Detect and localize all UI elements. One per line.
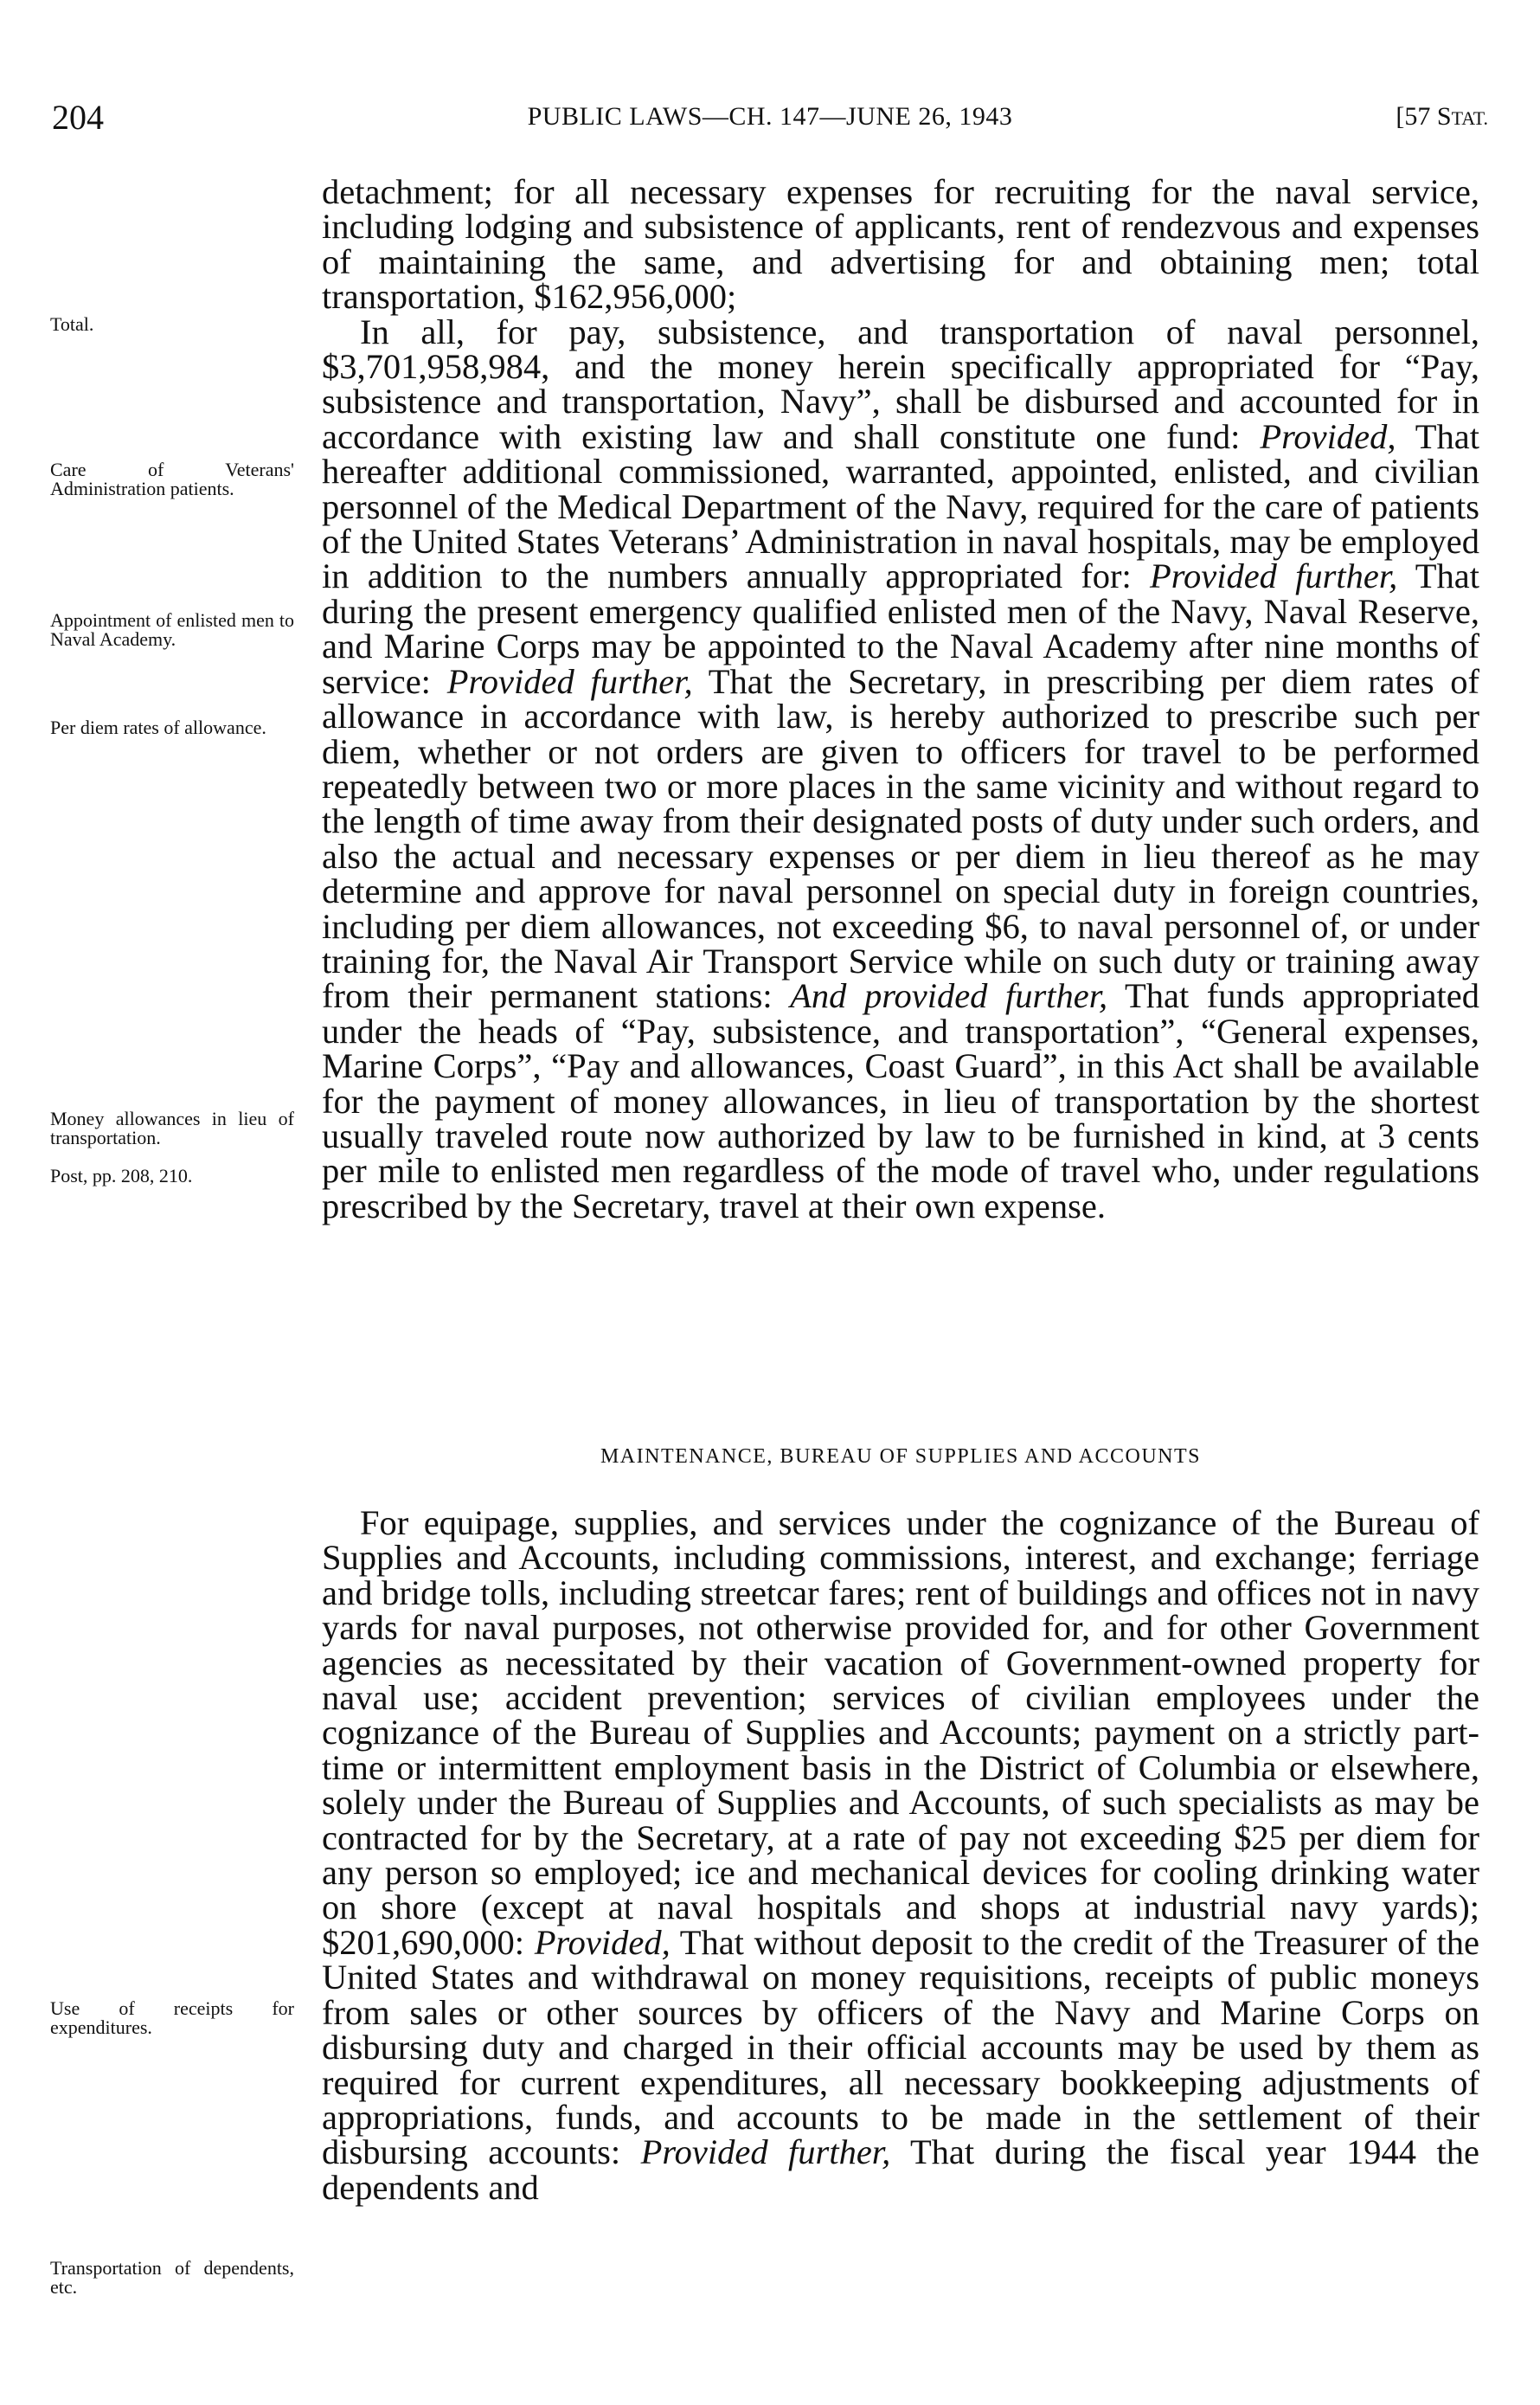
paragraph-in-all-text-3: That during the present emergency qualified enlisted men of the Navy, Naval Reserve, and Marine Corps may be appointed to the Naval Academy after nine months of service:	[322, 556, 1479, 701]
section-pay-subsistence	[322, 172, 1480, 1225]
proviso-6: Provided further,	[640, 2132, 891, 2172]
margin-note-transportation-dependents: Transportation of dependents, etc.	[50, 2257, 294, 2298]
proviso-2: Provided further,	[1149, 556, 1398, 596]
running-title: PUBLIC LAWS—CH. 147—JUNE 26, 1943	[527, 102, 1013, 131]
paragraph-in-all	[322, 312, 1480, 1225]
paragraph-maintenance	[322, 1503, 1479, 2207]
margin-note-total: Total.	[50, 313, 94, 335]
statute-volume	[1396, 102, 1488, 132]
paragraph-in-all-text-1: In all, for pay, subsistence, and transportation of naval personnel, $3,701,958,984, and the money herein specifically appropriated for “Pay, subsistence and transportation, Navy”, shall be disbursed and accounted for in accordance with existing law and shall constitute one fund:	[322, 312, 1479, 456]
proviso-3: Provided further,	[446, 661, 693, 701]
paragraph-maintenance-text-3: That during the fiscal year 1944 the dependents and	[322, 2132, 1479, 2207]
proviso-5: Provided,	[534, 1922, 671, 1962]
margin-note-naval-academy: Appointment of enlisted men to Naval Academy.	[50, 609, 294, 650]
proviso-1: Provided,	[1260, 416, 1396, 456]
paragraph-detachment: detachment; for all necessary expenses for recruiting for the naval service, including lodging and subsistence of applicants, rent of rendezvous and expenses of maintaining the same, and advertising for and obtaining men; total transportation, $162,956,000;	[322, 172, 1479, 317]
paragraph-maintenance-text-1: For equipage, supplies, and services under the cognizance of the Bureau of Supplies and Accounts, including commissions, interest, and exchange; ferriage and bridge tolls, including streetcar fares; rent of buildings and offices not in navy yards for naval purposes, not otherwise provided for, and for other Government agencies as necessitated by their vacation of Government-owned property for naval use; accident prevention; services of civilian employees under the cognizance of the Bureau of Supplies and Accounts; payment on a strictly part-time or intermittent employment basis in the District of Columbia or elsewhere, solely under the Bureau of Supplies and Accounts, of such specialists as may be contracted for by the Secretary, at a rate of pay not exceeding $25 per diem for any person so employed; ice and mechanical devices for cooling drinking water on shore (except at naval hospitals and shops at industrial navy yards); $201,690,000:	[322, 1503, 1479, 1962]
paragraph-in-all-text-2: That hereafter additional commissioned, warranted, appointed, enlisted, and civilian personnel of the Medical Department of the Navy, required for the care of patients of the United States Veterans’ Administration in naval hospitals, may be employed in addition to the numbers annually appropriated for:	[322, 416, 1480, 596]
paragraph-in-all-text-4: That the Secretary, in prescribing per diem rates of allowance in accordance with law, is hereby authorized to prescribe such per diem, whether or not orders are given to officers for travel to be performed repeatedly between two or more places in the same vicinity and without regard to the length of time away from their designated posts of duty under such orders, and also the actual and necessary expenses or per diem in lieu thereof as he may determine and approve for naval personnel on special duty in foreign countries, including per diem allowances, not exceeding $6, to naval personnel of, or under training for, the Naval Air Transport Service while on such duty or training away from their permanent stations:	[322, 661, 1480, 1016]
proviso-4: And provided further,	[790, 976, 1108, 1016]
margin-note-veterans-patients: Care of Veterans' Administration patients.	[50, 459, 294, 499]
page-number: 204	[52, 98, 104, 137]
margin-note-use-of-receipts: Use of receipts for expenditures.	[50, 1997, 294, 2038]
statute-prefix: [57 S	[1396, 102, 1452, 131]
margin-note-per-diem: Per diem rates of allowance.	[50, 717, 266, 738]
page-header	[52, 97, 1488, 140]
margin-note-post-reference: Post, pp. 208, 210.	[50, 1165, 193, 1186]
section-heading: MAINTENANCE, BUREAU OF SUPPLIES AND ACCOUNTS	[600, 1445, 1202, 1468]
paragraph-maintenance-text-2: That without deposit to the credit of the Treasurer of the United States and withdrawal on money requisitions, receipts of public moneys from sales or other sources by officers of the Navy and Marine Corps on disbursing duty and charged in their official accounts may be used by them as required for current expenditures, all necessary bookkeeping adjustments of appropriations, funds, and accounts to be made in the settlement of their disbursing accounts:	[322, 1922, 1479, 2172]
statute-suffix: TAT.	[1451, 107, 1488, 129]
margin-note-money-allowances: Money allowances in lieu of transportation.	[50, 1108, 294, 1148]
paragraph-in-all-text-5: That funds appropriated under the heads of “Pay, subsistence, and transportation”, “General expenses, Marine Corps”, “Pay and allowances, Coast Guard”, in this Act shall be available for the payment of money allowances, in lieu of transportation by the shortest usually traveled route now authorized by law to be furnished in kind, at 3 cents per mile to enlisted men regardless of the mode of travel who, under regulations prescribed by the Secretary, travel at their own expense.	[322, 976, 1479, 1225]
